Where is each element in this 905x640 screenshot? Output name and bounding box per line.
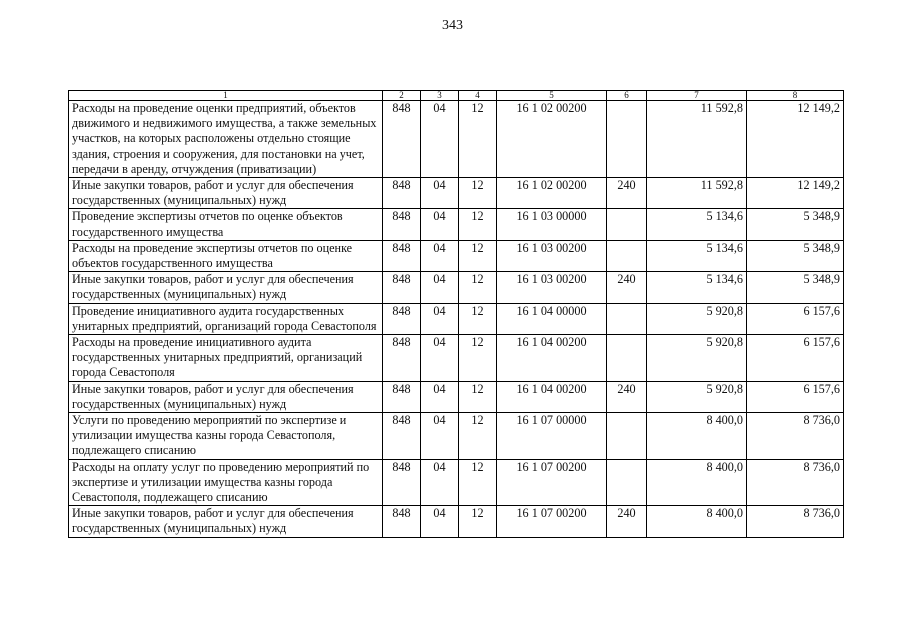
subsection-code-cell: 12	[459, 240, 497, 271]
expense-name-cell: Иные закупки товаров, работ и услуг для обеспечения государственных (муниципальных) нужд	[69, 178, 383, 209]
amount-year1-cell: 11 592,8	[647, 178, 747, 209]
section-code-cell: 04	[421, 272, 459, 303]
header-cell: 8	[747, 91, 844, 101]
amount-year1-cell: 5 920,8	[647, 303, 747, 334]
subsection-code-cell: 12	[459, 178, 497, 209]
target-article-cell: 16 1 04 00200	[497, 335, 607, 382]
section-code-cell: 04	[421, 413, 459, 460]
amount-year2-cell: 6 157,6	[747, 303, 844, 334]
amount-year1-cell: 5 134,6	[647, 240, 747, 271]
expense-type-cell	[607, 303, 647, 334]
ministry-code-cell: 848	[383, 178, 421, 209]
expense-type-cell: 240	[607, 272, 647, 303]
expense-type-cell: 240	[607, 381, 647, 412]
amount-year2-cell: 6 157,6	[747, 381, 844, 412]
subsection-code-cell: 12	[459, 506, 497, 537]
expense-type-cell	[607, 459, 647, 506]
section-code-cell: 04	[421, 240, 459, 271]
header-cell: 3	[421, 91, 459, 101]
target-article-cell: 16 1 02 00200	[497, 101, 607, 178]
expense-name-cell: Расходы на проведение оценки предприятий, объектов движимого и недвижимого имущества, а также земельных участков, на которых расположены отдельно стоящие здания, строения и сооружения, для постановки на учет, передачи в аренду, отчуждения (приватизации)	[69, 101, 383, 178]
target-article-cell: 16 1 07 00200	[497, 459, 607, 506]
subsection-code-cell: 12	[459, 303, 497, 334]
amount-year2-cell: 8 736,0	[747, 506, 844, 537]
amount-year2-cell: 5 348,9	[747, 209, 844, 240]
amount-year1-cell: 11 592,8	[647, 101, 747, 178]
table-row	[69, 101, 844, 178]
amount-year1-cell: 8 400,0	[647, 413, 747, 460]
ministry-code-cell: 848	[383, 303, 421, 334]
header-cell: 2	[383, 91, 421, 101]
ministry-code-cell: 848	[383, 381, 421, 412]
ministry-code-cell: 848	[383, 413, 421, 460]
header-cell: 1	[69, 91, 383, 101]
ministry-code-cell: 848	[383, 209, 421, 240]
amount-year1-cell: 8 400,0	[647, 506, 747, 537]
section-code-cell: 04	[421, 506, 459, 537]
table-row	[69, 381, 844, 412]
expense-type-cell: 240	[607, 506, 647, 537]
amount-year2-cell: 12 149,2	[747, 101, 844, 178]
table-row	[69, 303, 844, 334]
amount-year2-cell: 12 149,2	[747, 178, 844, 209]
expense-name-cell: Иные закупки товаров, работ и услуг для обеспечения государственных (муниципальных) нужд	[69, 381, 383, 412]
subsection-code-cell: 12	[459, 101, 497, 178]
target-article-cell: 16 1 03 00200	[497, 240, 607, 271]
table-row	[69, 335, 844, 382]
amount-year1-cell: 5 134,6	[647, 209, 747, 240]
expense-type-cell	[607, 209, 647, 240]
header-cell: 6	[607, 91, 647, 101]
page-number: 343	[442, 18, 463, 33]
expense-name-cell: Расходы на оплату услуг по проведению мероприятий по экспертизе и утилизации имущества казны города Севастополя, подлежащего списанию	[69, 459, 383, 506]
expense-name-cell: Иные закупки товаров, работ и услуг для обеспечения государственных (муниципальных) нужд	[69, 506, 383, 537]
section-code-cell: 04	[421, 209, 459, 240]
section-code-cell: 04	[421, 335, 459, 382]
amount-year1-cell: 5 920,8	[647, 335, 747, 382]
table-row	[69, 459, 844, 506]
subsection-code-cell: 12	[459, 209, 497, 240]
amount-year1-cell: 5 134,6	[647, 272, 747, 303]
section-code-cell: 04	[421, 303, 459, 334]
ministry-code-cell: 848	[383, 335, 421, 382]
subsection-code-cell: 12	[459, 335, 497, 382]
amount-year1-cell: 5 920,8	[647, 381, 747, 412]
ministry-code-cell: 848	[383, 506, 421, 537]
target-article-cell: 16 1 03 00000	[497, 209, 607, 240]
expense-type-cell	[607, 101, 647, 178]
expense-name-cell: Иные закупки товаров, работ и услуг для обеспечения государственных (муниципальных) нужд	[69, 272, 383, 303]
amount-year2-cell: 8 736,0	[747, 459, 844, 506]
table-row	[69, 240, 844, 271]
expense-type-cell	[607, 413, 647, 460]
section-code-cell: 04	[421, 178, 459, 209]
target-article-cell: 16 1 04 00000	[497, 303, 607, 334]
subsection-code-cell: 12	[459, 381, 497, 412]
section-code-cell: 04	[421, 459, 459, 506]
table-row	[69, 506, 844, 537]
ministry-code-cell: 848	[383, 101, 421, 178]
expense-name-cell: Услуги по проведению мероприятий по экспертизе и утилизации имущества казны города Севастополя, подлежащего списанию	[69, 413, 383, 460]
amount-year2-cell: 5 348,9	[747, 240, 844, 271]
header-cell: 7	[647, 91, 747, 101]
section-code-cell: 04	[421, 101, 459, 178]
expense-type-cell: 240	[607, 178, 647, 209]
expense-type-cell	[607, 240, 647, 271]
subsection-code-cell: 12	[459, 413, 497, 460]
table-row	[69, 413, 844, 460]
expense-name-cell: Расходы на проведение инициативного аудита государственных унитарных предприятий, организаций города Севастополя	[69, 335, 383, 382]
target-article-cell: 16 1 07 00200	[497, 506, 607, 537]
section-code-cell: 04	[421, 381, 459, 412]
table-row	[69, 272, 844, 303]
ministry-code-cell: 848	[383, 272, 421, 303]
target-article-cell: 16 1 03 00200	[497, 272, 607, 303]
header-cell: 5	[497, 91, 607, 101]
expense-name-cell: Проведение инициативного аудита государственных унитарных предприятий, организаций города Севастополя	[69, 303, 383, 334]
target-article-cell: 16 1 02 00200	[497, 178, 607, 209]
target-article-cell: 16 1 07 00000	[497, 413, 607, 460]
ministry-code-cell: 848	[383, 240, 421, 271]
table-row	[69, 178, 844, 209]
subsection-code-cell: 12	[459, 272, 497, 303]
table-row	[69, 209, 844, 240]
expense-name-cell: Расходы на проведение экспертизы отчетов по оценке объектов государственного имущества	[69, 240, 383, 271]
amount-year2-cell: 5 348,9	[747, 272, 844, 303]
amount-year1-cell: 8 400,0	[647, 459, 747, 506]
amount-year2-cell: 6 157,6	[747, 335, 844, 382]
subsection-code-cell: 12	[459, 459, 497, 506]
ministry-code-cell: 848	[383, 459, 421, 506]
header-row	[69, 91, 844, 101]
target-article-cell: 16 1 04 00200	[497, 381, 607, 412]
expense-name-cell: Проведение экспертизы отчетов по оценке объектов государственного имущества	[69, 209, 383, 240]
expense-type-cell	[607, 335, 647, 382]
header-cell: 4	[459, 91, 497, 101]
amount-year2-cell: 8 736,0	[747, 413, 844, 460]
table-body	[69, 101, 844, 538]
budget-table	[68, 90, 844, 538]
